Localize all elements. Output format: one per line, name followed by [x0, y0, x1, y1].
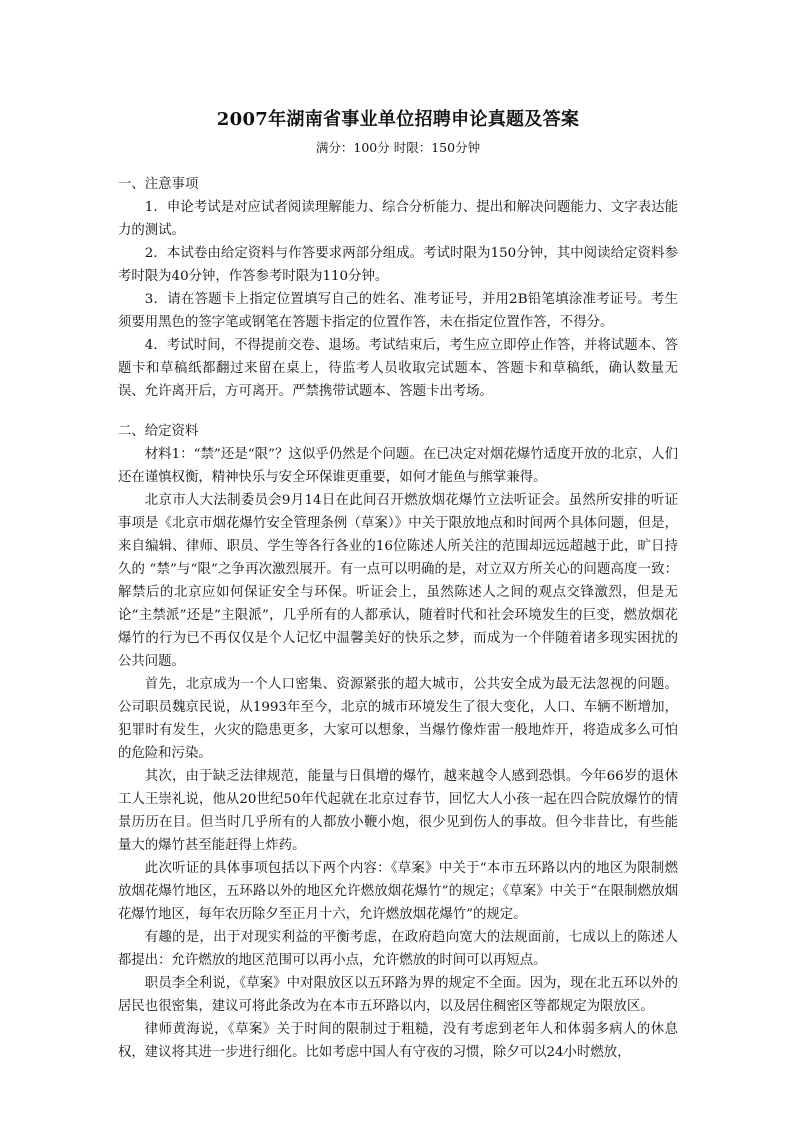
- material-paragraph: 职员李全利说，《草案》中对限放区以五环路为界的规定不全面。因为，现在北五环以外的居民也很密集，建议可将此条改为在本市五环路以内，以及居住稠密区等都规定为限放区。: [118, 976, 678, 1014]
- material-paragraph: 北京市人大法制委员会9月14日在此间召开燃放烟花爆竹立法听证会。虽然所安排的听证事项是《北京市烟花爆竹安全管理条例（草案）》中关于限放地点和时间两个具体问题，但是，来自编辑、律师、职员、学生等各行各业的16位陈述人所关注的范围却远远超越于此，旷日持久的 “禁”与“限”之争再次激烈展开。有一点可以明确的是，对立双方所关心的问题高度一致：解禁后的北京应如何保证安全与环保。听证会上，虽然陈述人之间的观点交锋激烈，但是无论“主禁派”还是“主限派”，几乎所有的人都承认，随着时代和社会环境发生的巨变，燃放烟花爆竹的行为已不再仅仅是个人记忆中温馨美好的快乐之梦，而成为一个伴随着诸多现实困扰的公共问题。: [118, 493, 678, 669]
- material-paragraph: 律师黄海说，《草案》关于时间的限制过于粗糙，没有考虑到老年人和体弱多病人的休息权，建议将其进一步进行细化。比如考虑中国人有守夜的习惯，除夕可以24小时燃放，: [118, 1022, 678, 1060]
- section-heading-materials: 二、给定资料: [118, 424, 199, 439]
- notes-item-4: 4．考试时间，不得提前交卷、退场。考试结束后，考生应立即停止作答，并将试题本、答题卡和草稿纸都翻过来留在桌上，待监考人员收取完试题本、答题卡和草稿纸，确认数量无误、允许离开后，方可离开。严禁携带试题本、答题卡出考场。: [118, 338, 678, 399]
- material-paragraph: 有趣的是，出于对现实利益的平衡考虑，在政府趋向宽大的法规面前，七成以上的陈述人都提出：允许燃放的地区范围可以再小点，允许燃放的时间可以再短点。: [118, 930, 678, 968]
- notes-item-3: 3．请在答题卡上指定位置填写自己的姓名、准考证号，并用2B铅笔填涂准考证号。考生须要用黑色的签字笔或钢笔在答题卡指定的位置作答，未在指定位置作答，不得分。: [118, 292, 678, 330]
- section-heading-notes: 一、注意事项: [118, 177, 199, 192]
- material-paragraph: 材料1：“禁”还是“限”？这似乎仍然是个问题。在已决定对烟花爆竹适度开放的北京，人们还在谨慎权衡，精神快乐与安全环保谁更重要，如何才能鱼与熊掌兼得。: [118, 447, 678, 485]
- notes-item-1: 1．申论考试是对应试者阅读理解能力、综合分析能力、提出和解决问题能力、文字表达能力的测试。: [118, 200, 678, 238]
- notes-item-2: 2．本试卷由给定资料与作答要求两部分组成。考试时限为150分钟，其中阅读给定资料参考时限为40分钟，作答参考时限为110分钟。: [118, 246, 678, 284]
- document-subtitle: 满分：100分 时限：150分钟: [315, 140, 481, 155]
- document-title: 2007年湖南省事业单位招聘申论真题及答案: [216, 109, 580, 130]
- material-paragraph: 此次听证的具体事项包括以下两个内容：《草案》中关于“本市五环路以内的地区为限制燃放烟花爆竹地区，五环路以外的地区允许燃放烟花爆竹”的规定；《草案》中关于“在限制燃放烟花爆竹地区，每年农历除夕至正月十六，允许燃放烟花爆竹”的规定。: [118, 861, 678, 922]
- document-page: [118, 100, 678, 1064]
- material-paragraph: 首先，北京成为一个人口密集、资源紧张的超大城市，公共安全成为最无法忽视的问题。公司职员魏京民说，从1993年至今，北京的城市环境发生了很大变化，人口、车辆不断增加，犯罪时有发生，火灾的隐患更多，大家可以想象，当爆竹像炸雷一般地炸开，将造成多么可怕的危险和污染。: [118, 677, 678, 761]
- material-paragraph: 其次，由于缺乏法律规范，能量与日俱增的爆竹，越来越令人感到恐惧。今年66岁的退休工人王崇礼说，他从20世纪50年代起就在北京过春节，回忆大人小孩一起在四合院放爆竹的情景历历在目。但当时几乎所有的人都放小鞭小炮，很少见到伤人的事故。但今非昔比，有些能量大的爆竹甚至能赶得上炸药。: [118, 769, 678, 853]
